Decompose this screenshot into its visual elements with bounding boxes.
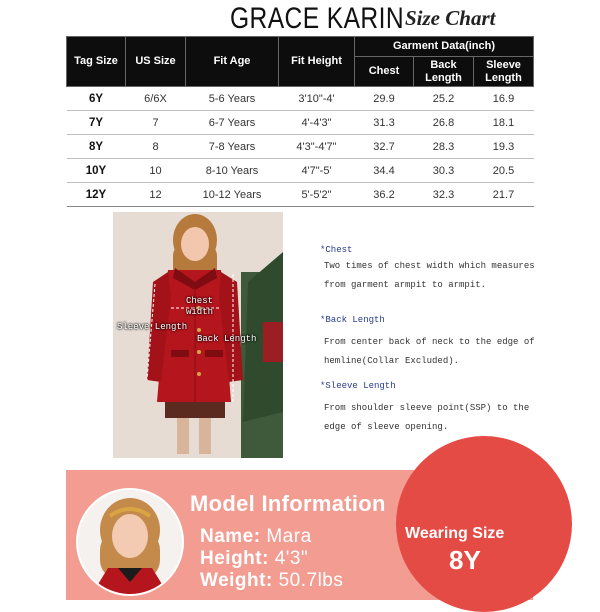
cell-us: 7 bbox=[126, 111, 186, 135]
model-height-label: Height: bbox=[200, 548, 269, 569]
model-info-heading: Model Information bbox=[190, 491, 386, 516]
header-back-length: Back Length bbox=[414, 57, 474, 87]
cell-us: 8 bbox=[126, 135, 186, 159]
cell-height: 4'-4'3" bbox=[279, 111, 355, 135]
cell-sleeve: 21.7 bbox=[474, 183, 534, 207]
brand-logo: GRACE KARIN bbox=[230, 2, 405, 35]
cell-back: 30.3 bbox=[414, 159, 474, 183]
table-row bbox=[67, 135, 534, 159]
cell-us: 12 bbox=[126, 183, 186, 207]
cell-tag: 8Y bbox=[67, 135, 126, 159]
header-chest: Chest bbox=[355, 57, 414, 87]
header-fit-height: Fit Height bbox=[279, 37, 355, 87]
cell-age: 5-6 Years bbox=[186, 87, 279, 111]
header-sleeve-length: Sleeve Length bbox=[474, 57, 534, 87]
table-row bbox=[67, 183, 534, 207]
product-photo bbox=[113, 212, 283, 458]
cell-age: 6-7 Years bbox=[186, 111, 279, 135]
cell-sleeve: 16.9 bbox=[474, 87, 534, 111]
cell-chest: 29.9 bbox=[355, 87, 414, 111]
cell-age: 8-10 Years bbox=[186, 159, 279, 183]
cell-chest: 31.3 bbox=[355, 111, 414, 135]
cell-age: 10-12 Years bbox=[186, 183, 279, 207]
size-table bbox=[66, 36, 534, 207]
cell-back: 32.3 bbox=[414, 183, 474, 207]
model-portrait bbox=[78, 490, 182, 594]
note-chest-title: *Chest bbox=[320, 245, 353, 255]
chest-label: Chest bbox=[186, 296, 214, 306]
header-fit-age: Fit Age bbox=[186, 37, 279, 87]
model-name-row bbox=[200, 526, 312, 548]
note-sleeve-length-text: From shoulder sleeve point(SSP) to the edge of sleeve opening. bbox=[324, 403, 530, 432]
model-name-label: Name: bbox=[200, 526, 261, 547]
cell-us: 6/6X bbox=[126, 87, 186, 111]
model-weight-row bbox=[200, 570, 343, 592]
cell-sleeve: 19.3 bbox=[474, 135, 534, 159]
cell-back: 25.2 bbox=[414, 87, 474, 111]
model-height-value: 4'3" bbox=[274, 548, 309, 569]
cell-tag: 6Y bbox=[67, 87, 126, 111]
cell-tag: 10Y bbox=[67, 159, 126, 183]
header-us-size: US Size bbox=[126, 37, 186, 87]
note-sleeve-length-title: *Sleeve Length bbox=[320, 381, 396, 391]
note-chest-text: Two times of chest width which measures from garment armpit to armpit. bbox=[324, 261, 535, 290]
cell-chest: 34.4 bbox=[355, 159, 414, 183]
model-name-value: Mara bbox=[266, 526, 312, 547]
header-garment-data: Garment Data(inch) bbox=[355, 37, 534, 57]
cell-height: 3'10"-4' bbox=[279, 87, 355, 111]
cell-tag: 12Y bbox=[67, 183, 126, 207]
table-row bbox=[67, 87, 534, 111]
cell-chest: 32.7 bbox=[355, 135, 414, 159]
table-row bbox=[67, 159, 534, 183]
cell-height: 4'7"-5' bbox=[279, 159, 355, 183]
wearing-size-circle bbox=[396, 436, 572, 612]
model-weight-value: 50.7lbs bbox=[278, 570, 344, 591]
model-weight-label: Weight: bbox=[200, 570, 273, 591]
wearing-size-value: 8Y bbox=[449, 545, 481, 575]
width-label: width bbox=[186, 307, 214, 317]
table-row bbox=[67, 111, 534, 135]
back-length-label: Back Length bbox=[197, 334, 257, 344]
note-back-length-title: *Back Length bbox=[320, 315, 385, 325]
cell-height: 4'3"-4'7" bbox=[279, 135, 355, 159]
sleeve-length-label: Sleeve Length bbox=[117, 322, 188, 332]
cell-us: 10 bbox=[126, 159, 186, 183]
cell-height: 5'-5'2" bbox=[279, 183, 355, 207]
model-height-row bbox=[200, 548, 308, 570]
cell-back: 28.3 bbox=[414, 135, 474, 159]
note-back-length-text: From center back of neck to the edge of hemline(Collar Excluded). bbox=[324, 337, 535, 366]
cell-back: 26.8 bbox=[414, 111, 474, 135]
model-avatar bbox=[76, 488, 184, 596]
page-title: Size Chart bbox=[405, 6, 496, 30]
cell-sleeve: 18.1 bbox=[474, 111, 534, 135]
cell-sleeve: 20.5 bbox=[474, 159, 534, 183]
cell-chest: 36.2 bbox=[355, 183, 414, 207]
cell-tag: 7Y bbox=[67, 111, 126, 135]
header-tag-size: Tag Size bbox=[67, 37, 126, 87]
wearing-size-label: Wearing Size bbox=[405, 525, 505, 542]
cell-age: 7-8 Years bbox=[186, 135, 279, 159]
